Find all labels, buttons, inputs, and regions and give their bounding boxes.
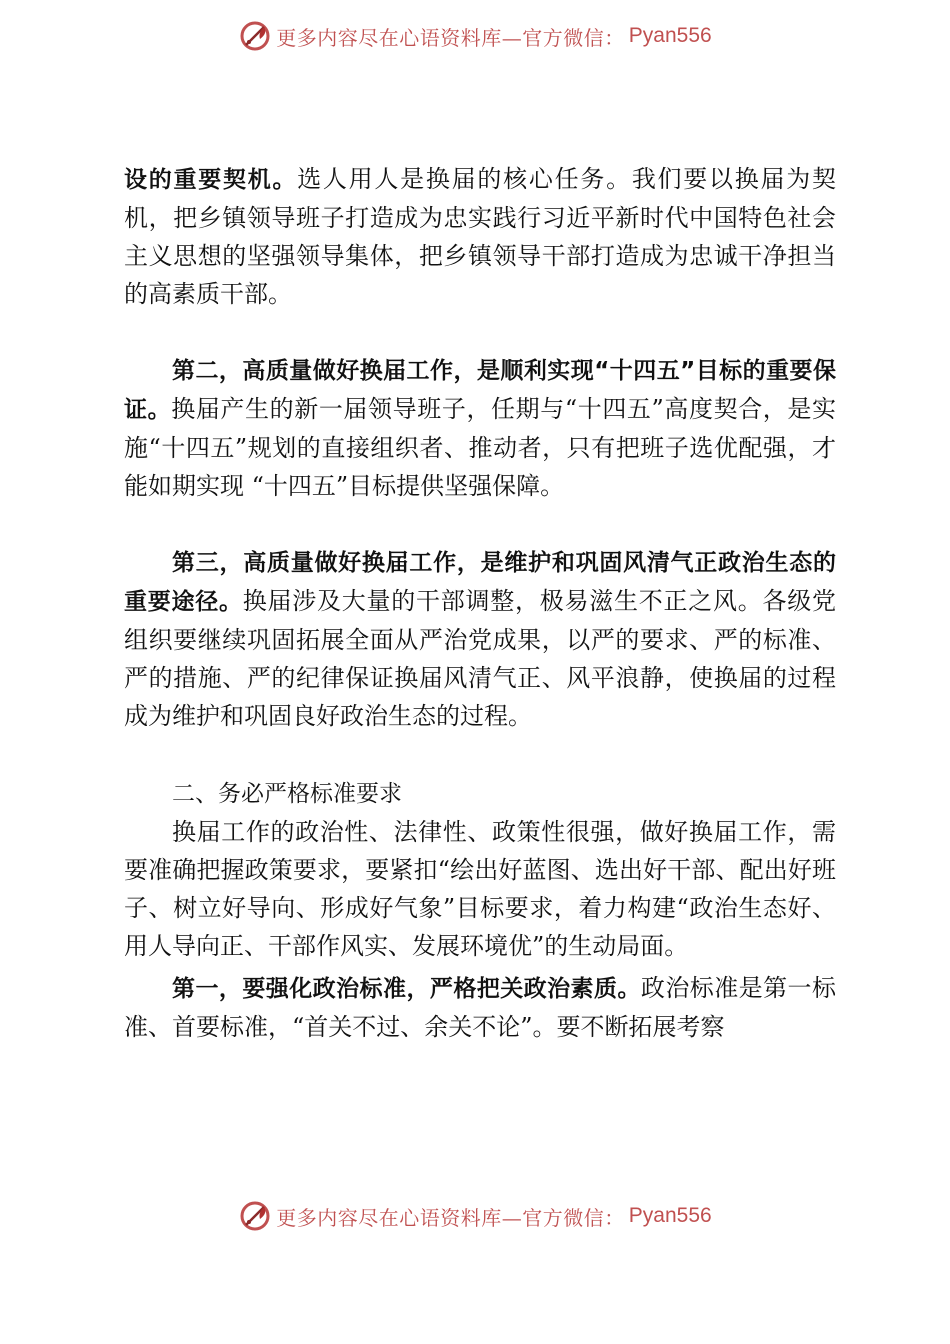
paragraph-1-text: 选人用人是换届的核心任务。我们要以换届为契机，把乡镇领导班子打造成为忠实践行习近平新时代中国特色社会主义思想的坚强领导集体，把乡镇领导干部打造成为忠诚干净担当的高素质干部。 [124, 165, 837, 308]
header-watermark [0, 16, 950, 56]
paragraph-3-text: 换届涉及大量的干部调整，极易滋生不正之风。各级党组织要继续巩固拓展全面从严治党成果，以严的要求、严的标准、严的措施、严的纪律保证换届风清气正、风平浪静，使换届的过程成为维护和巩固良好政治生态的过程。 [124, 587, 836, 730]
section-heading: 二、务必严格标准要求 [172, 781, 402, 807]
paragraph-4: 换届工作的政治性、法律性、政策性很强，做好换届工作，需要准确把握政策要求，要紧扣“绘出好蓝图、选出好干部、配出好班子、树立好导向、形成好气象”目标要求，着力构建“政治生态好、用人导向正、干部作风实、发展环境优”的生动局面。 [124, 818, 836, 960]
watermark-wechat-id: Pyan556 [628, 1204, 712, 1227]
paragraph-3 [124, 543, 836, 735]
paragraph-5-lead: 第一，要强化政治标准，严格把关政治素质。 [172, 976, 641, 1002]
paragraph-5 [124, 969, 836, 1046]
paragraph-3-lead: 第三，高质量做好换届工作，是维护和巩固风清气正政治生态的重要途径。 [124, 550, 836, 615]
paragraph-5-text: 政治标准是第一标准、首要标准，“首关不过、余关不论”。要不断拓展考察 [124, 974, 837, 1041]
paragraph-2-text: 换届产生的新一届领导班子，任期与“十四五”高度契合，是实施“十四五”规划的直接组织者、推动者，只有把班子选优配强，才能如期实现 “十四五”目标提供坚强保障。 [124, 395, 837, 500]
paragraph-2-lead: 第二，高质量做好换届工作，是顺利实现“十四五”目标的重要保证。 [124, 358, 836, 423]
paragraph-2 [124, 351, 836, 505]
watermark-wechat-id: Pyan556 [628, 24, 712, 47]
watermark-text: 更多内容尽在心语资料库—官方微信： [276, 25, 625, 50]
quill-logo-icon [238, 19, 272, 53]
watermark-text: 更多内容尽在心语资料库—官方微信： [276, 1205, 625, 1230]
footer-watermark [0, 1196, 950, 1236]
paragraph-1-lead: 设的重要契机。 [124, 167, 298, 193]
paragraph-1 [124, 160, 836, 313]
quill-logo-icon [238, 1199, 272, 1233]
document-body [124, 160, 836, 1046]
